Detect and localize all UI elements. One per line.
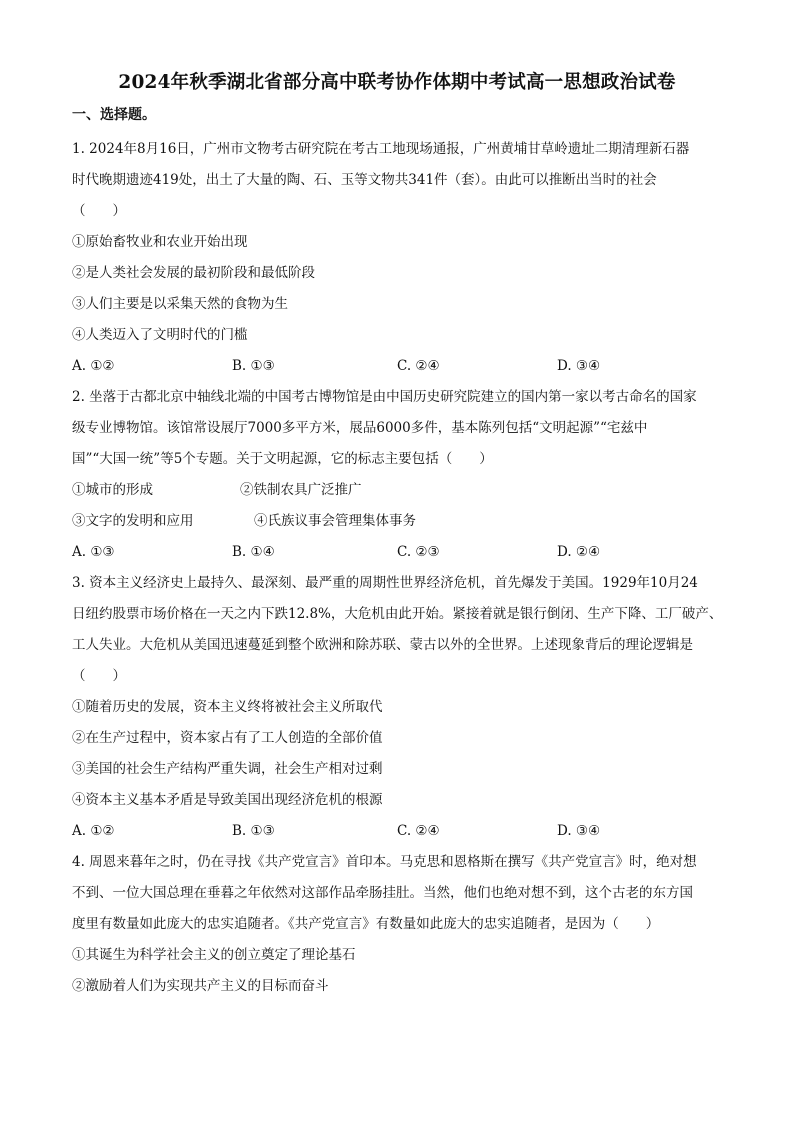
question-3 [72,568,722,847]
question-4-stem-line: 不到、一位大国总理在垂暮之年依然对这部作品牵肠挂肚。当然，他们也绝对想不到，这个古老的东方国 [72,885,693,901]
question-1-options [72,351,722,382]
question-2-stem-line: 国”“大国一统”等5个专题。关于文明起源，它的标志主要包括（ ） [72,451,493,467]
option-c: C. ②④ [397,358,440,374]
page-title: 2024年秋季湖北省部分高中联考协作体期中考试高一思想政治试卷 [118,72,676,93]
question-1-statement: ③人们主要是以采集天然的食物为生 [72,296,288,312]
question-3-stem-line: 工人失业。大危机从美国迅速蔓延到整个欧洲和除苏联、蒙古以外的全世界。上述现象背后的理论逻辑是 [72,637,693,653]
question-3-stem-line: 3. 资本主义经济史上最持久、最深刻、最严重的周期性世界经济危机，首先爆发于美国。1929年10月24 [72,575,698,591]
option-a: A. ①② [72,358,115,374]
question-2 [72,382,722,568]
question-3-statement: ③美国的社会生产结构严重失调，社会生产相对过剩 [72,761,383,777]
question-4-statement: ①其诞生为科学社会主义的创立奠定了理论基石 [72,947,356,963]
question-1-stem-line: 时代晚期遗迹419处，出土了大量的陶、石、玉等文物共341件（套）。由此可以推断出当时的社会 [72,172,657,188]
question-4-stem-line: 4. 周恩来暮年之时，仍在寻找《共产党宣言》首印本。马克思和恩格斯在撰写《共产党宣言》时，绝对想 [72,854,697,870]
question-3-stem-line: 日纽约股票市场价格在一天之内下跌12.8%，大危机由此开始。紧接着就是银行倒闭、生产下降、工厂破产、 [72,606,723,622]
question-2-stem-line: 级专业博物馆。该馆常设展厅7000多平方米，展品6000多件，基本陈列包括“文明起源”“宅兹中 [72,420,648,436]
option-b: B. ①④ [232,544,275,560]
option-a: A. ①③ [72,544,115,560]
question-3-statement: ①随着历史的发展，资本主义终将被社会主义所取代 [72,699,383,715]
option-b: B. ①③ [232,823,275,839]
question-2-statement: ①城市的形成 [72,482,153,498]
question-2-stem-line: 2. 坐落于古都北京中轴线北端的中国考古博物馆是由中国历史研究院建立的国内第一家以考古命名的国家 [72,389,697,405]
question-1-statement: ④人类迈入了文明时代的门槛 [72,327,248,343]
question-4 [72,847,722,1002]
option-b: B. ①③ [232,358,275,374]
option-d: D. ③④ [557,358,601,374]
question-4-statement: ②激励着人们为实现共产主义的目标而奋斗 [72,978,329,994]
question-2-statement: ②铁制农具广泛推广 [240,482,362,498]
question-2-statement-row [72,506,722,537]
question-3-options [72,816,722,847]
question-4-stem-line: 度里有数量如此庞大的忠实追随者。《共产党宣言》有数量如此庞大的忠实追随者，是因为（ ） [72,916,660,932]
option-a: A. ①② [72,823,115,839]
question-3-statement: ②在生产过程中，资本家占有了工人创造的全部价值 [72,730,383,746]
question-1-stem-line: 1. 2024年8月16日，广州市文物考古研究院在考古工地现场通报，广州黄埔甘草岭遗址二期清理新石器 [72,141,690,157]
section-heading: 一、选择题。 [72,107,156,123]
question-3-statement: ④资本主义基本矛盾是导致美国出现经济危机的根源 [72,792,383,808]
question-2-options [72,537,722,568]
option-d: D. ②④ [557,544,601,560]
option-d: D. ③④ [557,823,601,839]
question-2-statement-row [72,475,722,506]
question-1-statement: ②是人类社会发展的最初阶段和最低阶段 [72,265,315,281]
option-c: C. ②③ [397,544,440,560]
question-2-statement: ④氏族议事会管理集体事务 [254,513,416,529]
question-2-statement: ③文字的发明和应用 [72,513,194,529]
question-3-stem-line: （ ） [72,668,126,684]
question-1-stem-line: （ ） [72,203,126,219]
question-1 [72,134,722,382]
option-c: C. ②④ [397,823,440,839]
question-1-statement: ①原始畜牧业和农业开始出现 [72,234,248,250]
